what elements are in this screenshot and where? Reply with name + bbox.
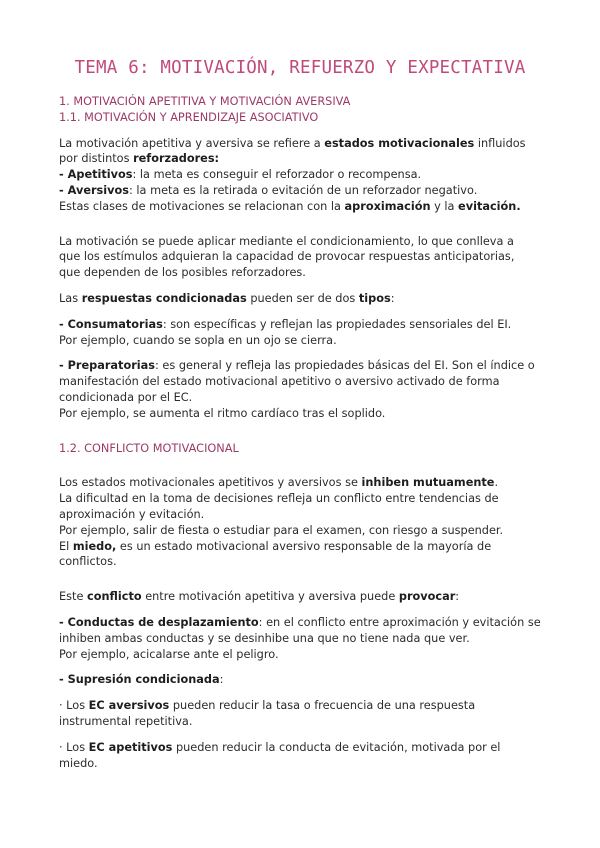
subsection-heading: 1.2. CONFLICTO MOTIVACIONAL: [59, 441, 239, 455]
paragraph: inhiben ambas conductas y se desinhibe una que no tiene nada que ver.: [59, 631, 470, 645]
bold-text: tipos: [358, 291, 391, 305]
bold-text: provocar: [398, 590, 456, 604]
bold-text: - Supresión condicionada: [59, 673, 220, 687]
paragraph: [59, 539, 549, 555]
paragraph: que dependen de los posibles reforzadores.: [59, 266, 306, 280]
list-item: [59, 740, 549, 756]
text: por distintos: [59, 152, 134, 166]
paragraph: condicionada por el EC.: [59, 390, 193, 404]
text: : es general y refleja las propiedades básicas del EI. Son el índice o: [155, 359, 535, 373]
text: La motivación apetitiva y aversiva se refiere a: [59, 136, 325, 150]
paragraph: aproximación y evitación.: [59, 507, 205, 521]
paragraph: instrumental repetitiva.: [59, 714, 193, 728]
text: Las: [59, 291, 82, 305]
bold-text: - Aversivos: [59, 183, 130, 197]
text: Estas clases de motivaciones se relacionan con la: [59, 199, 345, 213]
text: influidos: [474, 136, 526, 150]
list-item: [59, 615, 549, 631]
text: : la meta es la retirada o evitación de un reforzador negativo.: [129, 183, 478, 197]
text: pueden reducir la conducta de evitación, motivada por el: [172, 740, 501, 754]
text: Este: [59, 590, 87, 604]
document-body: [59, 94, 549, 771]
paragraph: [59, 151, 549, 167]
list-item: [59, 317, 549, 333]
bold-text: inhiben mutuamente: [361, 476, 495, 490]
bold-text: estados motivacionales: [324, 136, 475, 150]
paragraph: que los estímulos adquieran la capacidad de provocar respuestas anticipatorias,: [59, 250, 515, 264]
bold-text: - Conductas de desplazamiento: [59, 615, 259, 629]
list-item: [59, 358, 549, 374]
paragraph: Por ejemplo, acicalarse ante el peligro.: [59, 647, 279, 661]
text: es un estado motivacional aversivo responsable de la mayoría de: [116, 539, 492, 553]
paragraph: conflictos.: [59, 555, 117, 569]
bold-text: EC apetitivos: [88, 740, 173, 754]
text: :: [455, 590, 460, 604]
text: pueden ser de dos: [246, 291, 359, 305]
text: y la: [430, 199, 459, 213]
bold-text: - Apetitivos: [59, 168, 133, 182]
bold-text: respuestas condicionadas: [81, 291, 247, 305]
paragraph: La motivación se puede aplicar mediante el condicionamiento, lo que conlleva a: [59, 234, 514, 248]
list-item: [59, 183, 549, 199]
bold-text: conflicto: [87, 590, 142, 604]
bold-text: EC aversivos: [88, 699, 170, 713]
text: :: [390, 291, 395, 305]
paragraph: Por ejemplo, cuando se sopla en un ojo se cierra.: [59, 333, 337, 347]
bold-text: evitación.: [458, 199, 521, 213]
bold-text: aproximación: [344, 199, 431, 213]
text: · Los: [59, 699, 89, 713]
paragraph: Por ejemplo, se aumenta el ritmo cardíaco tras el soplido.: [59, 406, 386, 420]
bold-text: - Consumatorias: [59, 317, 163, 331]
page-title: TEMA 6: MOTIVACIÓN, REFUERZO Y EXPECTATIVA: [74, 58, 526, 78]
section-heading: 1. MOTIVACIÓN APETITIVA Y MOTIVACIÓN AVERSIVA: [59, 95, 351, 108]
paragraph: miedo.: [59, 756, 98, 770]
text: pueden reducir la tasa o frecuencia de una respuesta: [169, 699, 476, 713]
paragraph: [59, 136, 549, 152]
paragraph: Por ejemplo, salir de fiesta o estudiar para el examen, con riesgo a suspender.: [59, 523, 504, 537]
bold-text: reforzadores:: [133, 152, 220, 166]
text: .: [494, 476, 499, 490]
paragraph: [59, 589, 549, 605]
paragraph: manifestación del estado motivacional apetitivo o aversivo activado de forma: [59, 375, 500, 389]
bold-text: - Preparatorias: [59, 359, 155, 373]
list-item: [59, 167, 549, 183]
list-item: [59, 672, 549, 688]
list-item: [59, 698, 549, 714]
text: Los estados motivacionales apetitivos y aversivos se: [59, 476, 362, 490]
paragraph: [59, 475, 549, 491]
text: : en el conflicto entre aproximación y evitación se: [258, 615, 541, 629]
paragraph: La dificultad en la toma de decisiones refleja un conflicto entre tendencias de: [59, 492, 499, 506]
text: : son específicas y reflejan las propiedades sensoriales del EI.: [162, 317, 512, 331]
bold-text: miedo,: [72, 539, 117, 553]
text: El: [59, 539, 73, 553]
paragraph: [59, 199, 549, 215]
text: :: [219, 673, 224, 687]
text: · Los: [59, 740, 89, 754]
text: entre motivación apetitiva y aversiva puede: [141, 590, 399, 604]
text: : la meta es conseguir el reforzador o recompensa.: [132, 168, 422, 182]
paragraph: [59, 291, 549, 307]
subsection-heading: 1.1. MOTIVACIÓN Y APRENDIZAJE ASOCIATIVO: [59, 110, 319, 124]
